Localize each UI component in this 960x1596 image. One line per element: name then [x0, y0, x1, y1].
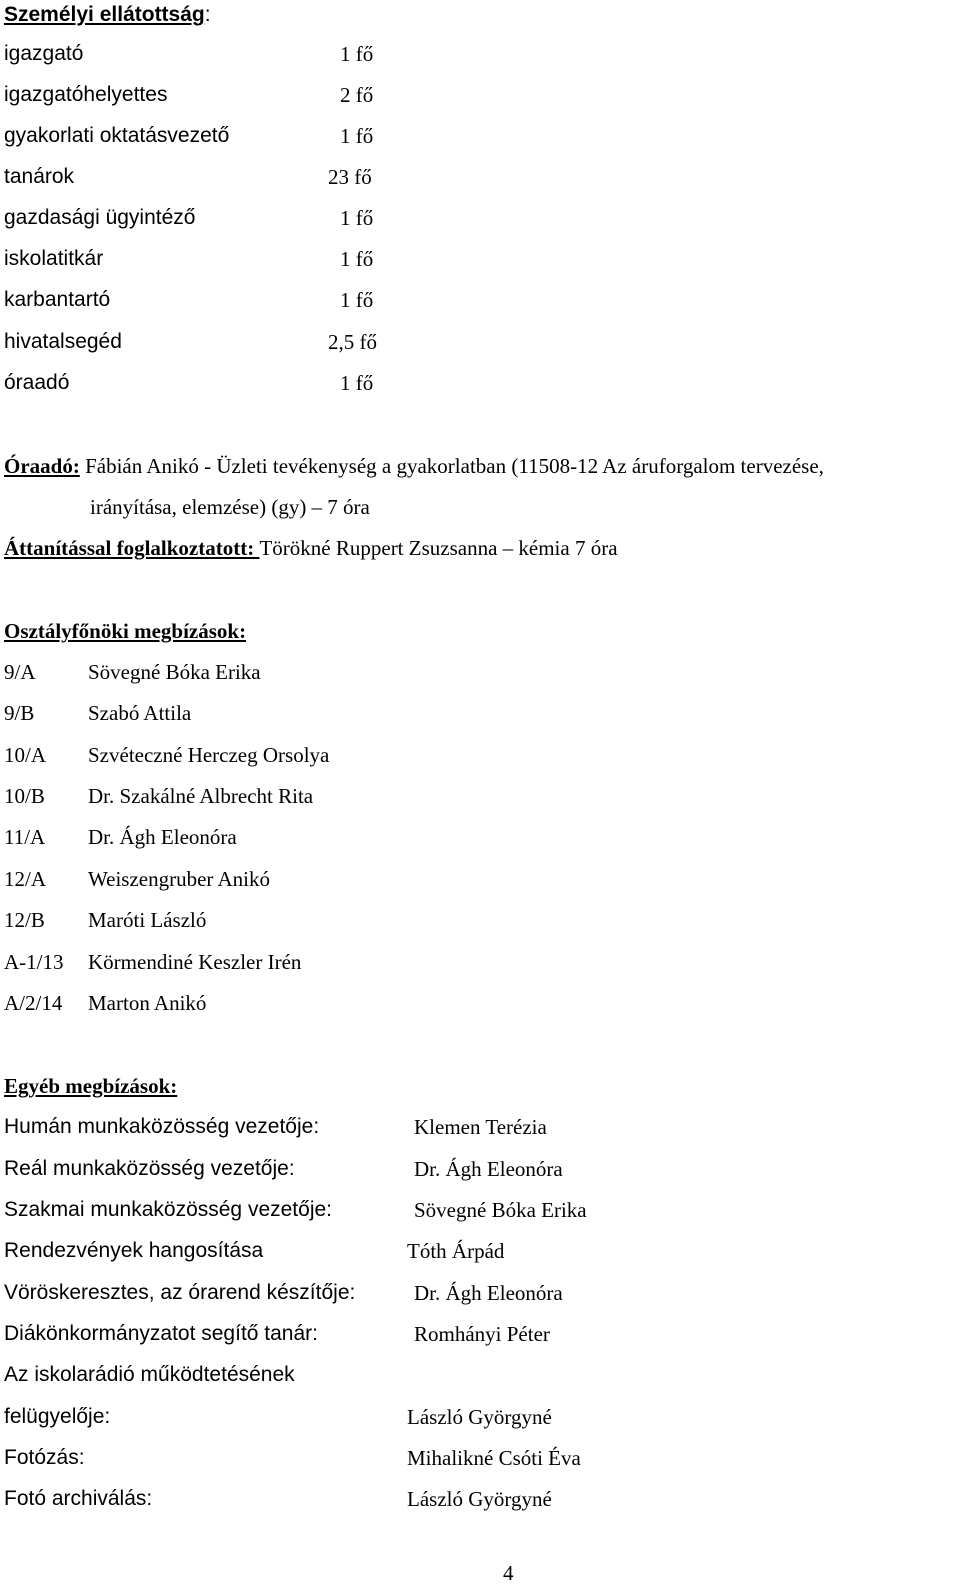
assignment-task: Reál munkaközösség vezetője:	[4, 1157, 295, 1180]
staff-role: gazdasági ügyintéző	[4, 206, 196, 229]
staff-count: 1 fő	[340, 288, 374, 312]
class-head-name: Szvéteczné Herczeg Orsolya	[88, 743, 330, 767]
staff-role: karbantartó	[4, 288, 111, 311]
assignment-person: Romhányi Péter	[414, 1322, 550, 1346]
class-code: 12/A	[4, 867, 46, 891]
class-code: 9/A	[4, 660, 36, 684]
class-code: 11/A	[4, 825, 46, 849]
staff-count: 1 fő	[340, 247, 374, 271]
class-code: 9/B	[4, 701, 35, 725]
staff-count: 1 fő	[340, 371, 374, 395]
staff-count: 2 fő	[340, 83, 374, 107]
assignment-person: Dr. Ágh Eleonóra	[414, 1281, 563, 1305]
staff-count: 2,5 fő	[328, 330, 377, 354]
assignment-task: Vöröskeresztes, az órarend készítője:	[4, 1281, 356, 1304]
other-assignments-heading: Egyéb megbízások:	[4, 1074, 178, 1098]
assignment-task: Fotózás:	[4, 1446, 85, 1469]
class-code: 10/B	[4, 784, 45, 808]
attanitas-line	[4, 535, 618, 561]
assignment-person: László Györgyné	[407, 1487, 552, 1511]
class-head-name: Dr. Szakálné Albrecht Rita	[88, 784, 314, 808]
assignment-task: felügyelője:	[4, 1405, 111, 1428]
class-code: A-1/13	[4, 950, 64, 974]
class-head-name: Sövegné Bóka Erika	[88, 660, 261, 684]
class-head-name: Maróti László	[88, 908, 207, 932]
oraado-text: Fábián Anikó - Üzleti tevékenység a gyakorlatban (11508-12 Az áruforgalom tervezése,	[79, 454, 824, 478]
assignment-task: Diákönkormányzatot segítő tanár:	[4, 1322, 318, 1345]
assignment-person: Klemen Terézia	[414, 1115, 547, 1139]
assignment-task: Humán munkaközösség vezetője:	[4, 1115, 320, 1138]
class-code: 10/A	[4, 743, 46, 767]
class-code: 12/B	[4, 908, 45, 932]
staff-count: 23 fő	[328, 165, 372, 189]
assignment-person: László Györgyné	[407, 1405, 552, 1429]
oraado-line	[4, 453, 824, 479]
assignment-person: Dr. Ágh Eleonóra	[414, 1157, 563, 1181]
staff-count: 1 fő	[340, 42, 374, 66]
assignment-person: Mihalikné Csóti Éva	[407, 1446, 581, 1470]
staff-role: gyakorlati oktatásvezető	[4, 124, 230, 147]
class-head-name: Szabó Attila	[88, 701, 192, 725]
class-heads-heading: Osztályfőnöki megbízások:	[4, 619, 247, 643]
class-code: A/2/14	[4, 991, 63, 1015]
staff-role: igazgató	[4, 42, 84, 65]
attanitas-label: Áttanítással foglalkoztatott:	[4, 536, 260, 560]
class-head-name: Marton Anikó	[88, 991, 207, 1015]
assignment-task: Rendezvények hangosítása	[4, 1239, 264, 1262]
staff-count: 1 fő	[340, 206, 374, 230]
staff-role: hivatalsegéd	[4, 330, 122, 353]
oraado-text-continued: irányítása, elemzése) (gy) – 7 óra	[90, 495, 370, 519]
staff-role: óraadó	[4, 371, 70, 394]
class-head-name: Weiszengruber Anikó	[88, 867, 271, 891]
assignment-person: Tóth Árpád	[407, 1239, 505, 1263]
staff-count: 1 fő	[340, 124, 374, 148]
oraado-label: Óraadó:	[4, 454, 80, 478]
staff-role: tanárok	[4, 165, 75, 188]
class-head-name: Dr. Ágh Eleonóra	[88, 825, 237, 849]
class-head-name: Körmendiné Keszler Irén	[88, 950, 302, 974]
page-number: 4	[503, 1561, 514, 1585]
assignment-person: Sövegné Bóka Erika	[414, 1198, 587, 1222]
attanitas-text: Törökné Ruppert Zsuzsanna – kémia 7 óra	[259, 536, 618, 560]
staff-role: igazgatóhelyettes	[4, 83, 168, 106]
assignment-task: Az iskolarádió működtetésének	[4, 1363, 295, 1386]
staff-heading: Személyi ellátottság:	[4, 3, 211, 26]
assignment-task: Szakmai munkaközösség vezetője:	[4, 1198, 332, 1221]
staff-role: iskolatitkár	[4, 247, 104, 270]
assignment-task: Fotó archiválás:	[4, 1487, 153, 1510]
